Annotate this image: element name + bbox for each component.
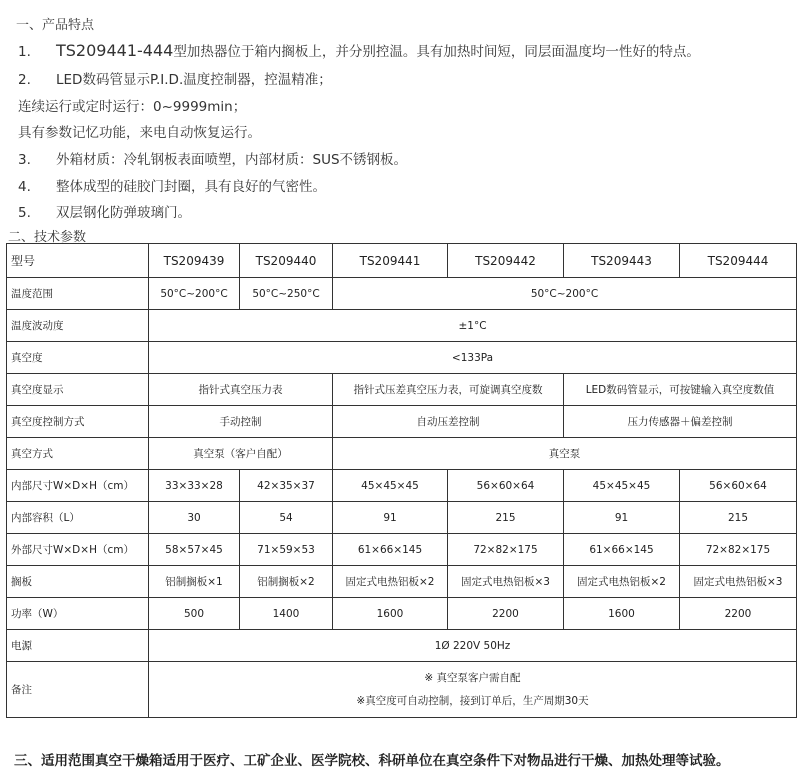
table-cell: 42×35×37 bbox=[240, 470, 333, 502]
table-row bbox=[7, 502, 797, 534]
table-cell: 50°C~200°C bbox=[333, 278, 797, 310]
model-cell: TS209443 bbox=[564, 244, 680, 278]
table-cell: 真空泵 bbox=[333, 438, 797, 470]
feature-number: 3. bbox=[18, 152, 31, 168]
table-row bbox=[7, 662, 797, 718]
feature-number: 1. bbox=[18, 44, 31, 60]
table-cell: 指针式压差真空压力表，可旋调真空度数 bbox=[333, 374, 564, 406]
table-row bbox=[7, 342, 797, 374]
row-label: 温度范围 bbox=[7, 278, 149, 310]
feature-text: 外箱材质：冷轧钢板表面喷塑，内部材质：SUS不锈钢板。 bbox=[56, 152, 408, 168]
model-cell: TS209444 bbox=[680, 244, 797, 278]
table-cell: 1600 bbox=[564, 598, 680, 630]
table-cell: 固定式电热铝板×3 bbox=[448, 566, 564, 598]
table-cell: 30 bbox=[149, 502, 240, 534]
row-label: 真空度 bbox=[7, 342, 149, 374]
table-cell: 215 bbox=[680, 502, 797, 534]
table-cell: 58×57×45 bbox=[149, 534, 240, 566]
feature-item-3 bbox=[18, 148, 407, 168]
table-cell: 91 bbox=[564, 502, 680, 534]
table-cell: <133Pa bbox=[149, 342, 797, 374]
table-row bbox=[7, 534, 797, 566]
row-label: 内部尺寸W×D×H（cm） bbox=[7, 470, 149, 502]
table-cell: ±1°C bbox=[149, 310, 797, 342]
row-label: 温度波动度 bbox=[7, 310, 149, 342]
section2-title: 二、技术参数 bbox=[8, 230, 87, 245]
table-cell: 500 bbox=[149, 598, 240, 630]
feature-line-memory: 具有参数记忆功能，来电自动恢复运行。 bbox=[18, 125, 261, 141]
table-cell: 固定式电热铝板×2 bbox=[564, 566, 680, 598]
spec-table bbox=[6, 243, 797, 718]
row-label: 备注 bbox=[7, 662, 149, 718]
table-cell: 71×59×53 bbox=[240, 534, 333, 566]
table-cell: 50°C~250°C bbox=[240, 278, 333, 310]
feature-model: TS209441-444 bbox=[56, 41, 174, 60]
table-cell: 72×82×175 bbox=[680, 534, 797, 566]
feature-text: LED数码管显示P.I.D.温度控制器，控温精准； bbox=[56, 72, 332, 88]
table-cell: 真空泵（客户自配） bbox=[149, 438, 333, 470]
table-cell: 铝制搁板×1 bbox=[149, 566, 240, 598]
table-cell: 1600 bbox=[333, 598, 448, 630]
table-cell: 61×66×145 bbox=[333, 534, 448, 566]
table-cell: 56×60×64 bbox=[680, 470, 797, 502]
table-cell: 45×45×45 bbox=[333, 470, 448, 502]
table-cell: 50°C~200°C bbox=[149, 278, 240, 310]
row-label: 型号 bbox=[7, 244, 149, 278]
row-label: 真空度控制方式 bbox=[7, 406, 149, 438]
section1-title: 一、产品特点 bbox=[16, 18, 95, 33]
table-cell: 手动控制 bbox=[149, 406, 333, 438]
table-row bbox=[7, 566, 797, 598]
table-row bbox=[7, 278, 797, 310]
table-cell: 72×82×175 bbox=[448, 534, 564, 566]
table-cell: 45×45×45 bbox=[564, 470, 680, 502]
table-cell: 56×60×64 bbox=[448, 470, 564, 502]
table-cell: 2200 bbox=[680, 598, 797, 630]
feature-text: 型加热器位于箱内搁板上，并分别控温。具有加热时间短，同层面温度均一性好的特点。 bbox=[173, 44, 700, 60]
table-cell: 1Ø 220V 50Hz bbox=[149, 630, 797, 662]
table-row bbox=[7, 438, 797, 470]
table-cell: 215 bbox=[448, 502, 564, 534]
row-label: 外部尺寸W×D×H（cm） bbox=[7, 534, 149, 566]
feature-text: 双层钢化防弹玻璃门。 bbox=[56, 205, 191, 221]
row-label: 真空度显示 bbox=[7, 374, 149, 406]
feature-text: 整体成型的硅胶门封圈，具有良好的气密性。 bbox=[56, 179, 326, 195]
section3-usage: 三、适用范围真空干燥箱适用于医疗、工矿企业、医学院校、科研单位在真空条件下对物品进行干燥、加热处理等试验。 bbox=[14, 753, 730, 769]
row-label: 功率（W） bbox=[7, 598, 149, 630]
model-cell: TS209440 bbox=[240, 244, 333, 278]
table-cell: 自动压差控制 bbox=[333, 406, 564, 438]
table-cell: 固定式电热铝板×2 bbox=[333, 566, 448, 598]
table-cell: 2200 bbox=[448, 598, 564, 630]
row-label: 电源 bbox=[7, 630, 149, 662]
feature-item-5 bbox=[18, 201, 191, 221]
row-label: 真空方式 bbox=[7, 438, 149, 470]
table-row bbox=[7, 406, 797, 438]
model-cell: TS209442 bbox=[448, 244, 564, 278]
feature-item-2 bbox=[18, 68, 332, 88]
table-cell: 91 bbox=[333, 502, 448, 534]
model-cell: TS209439 bbox=[149, 244, 240, 278]
table-row bbox=[7, 630, 797, 662]
table-row bbox=[7, 598, 797, 630]
model-cell: TS209441 bbox=[333, 244, 448, 278]
feature-number: 5. bbox=[18, 205, 31, 221]
table-row bbox=[7, 374, 797, 406]
feature-item-4 bbox=[18, 175, 326, 195]
table-row bbox=[7, 470, 797, 502]
table-cell: 61×66×145 bbox=[564, 534, 680, 566]
feature-number: 2. bbox=[18, 72, 31, 88]
remark-line-2: ※真空度可自动控制，接到订单后，生产周期30天 bbox=[356, 694, 589, 707]
table-cell: 铝制搁板×2 bbox=[240, 566, 333, 598]
table-cell: 33×33×28 bbox=[149, 470, 240, 502]
remarks-cell bbox=[149, 662, 797, 718]
row-label: 搁板 bbox=[7, 566, 149, 598]
table-cell: 1400 bbox=[240, 598, 333, 630]
remark-line-1: ※ 真空泵客户需自配 bbox=[424, 671, 521, 684]
table-cell: 压力传感器＋偏差控制 bbox=[564, 406, 797, 438]
feature-item-1 bbox=[18, 40, 700, 60]
feature-number: 4. bbox=[18, 179, 31, 195]
table-cell: 54 bbox=[240, 502, 333, 534]
table-cell: 固定式电热铝板×3 bbox=[680, 566, 797, 598]
table-cell: LED数码管显示，可按键输入真空度数值 bbox=[564, 374, 797, 406]
table-cell: 指针式真空压力表 bbox=[149, 374, 333, 406]
table-row bbox=[7, 244, 797, 278]
table-row bbox=[7, 310, 797, 342]
feature-line-runtime: 连续运行或定时运行：0~9999min； bbox=[18, 99, 247, 115]
row-label: 内部容积（L） bbox=[7, 502, 149, 534]
